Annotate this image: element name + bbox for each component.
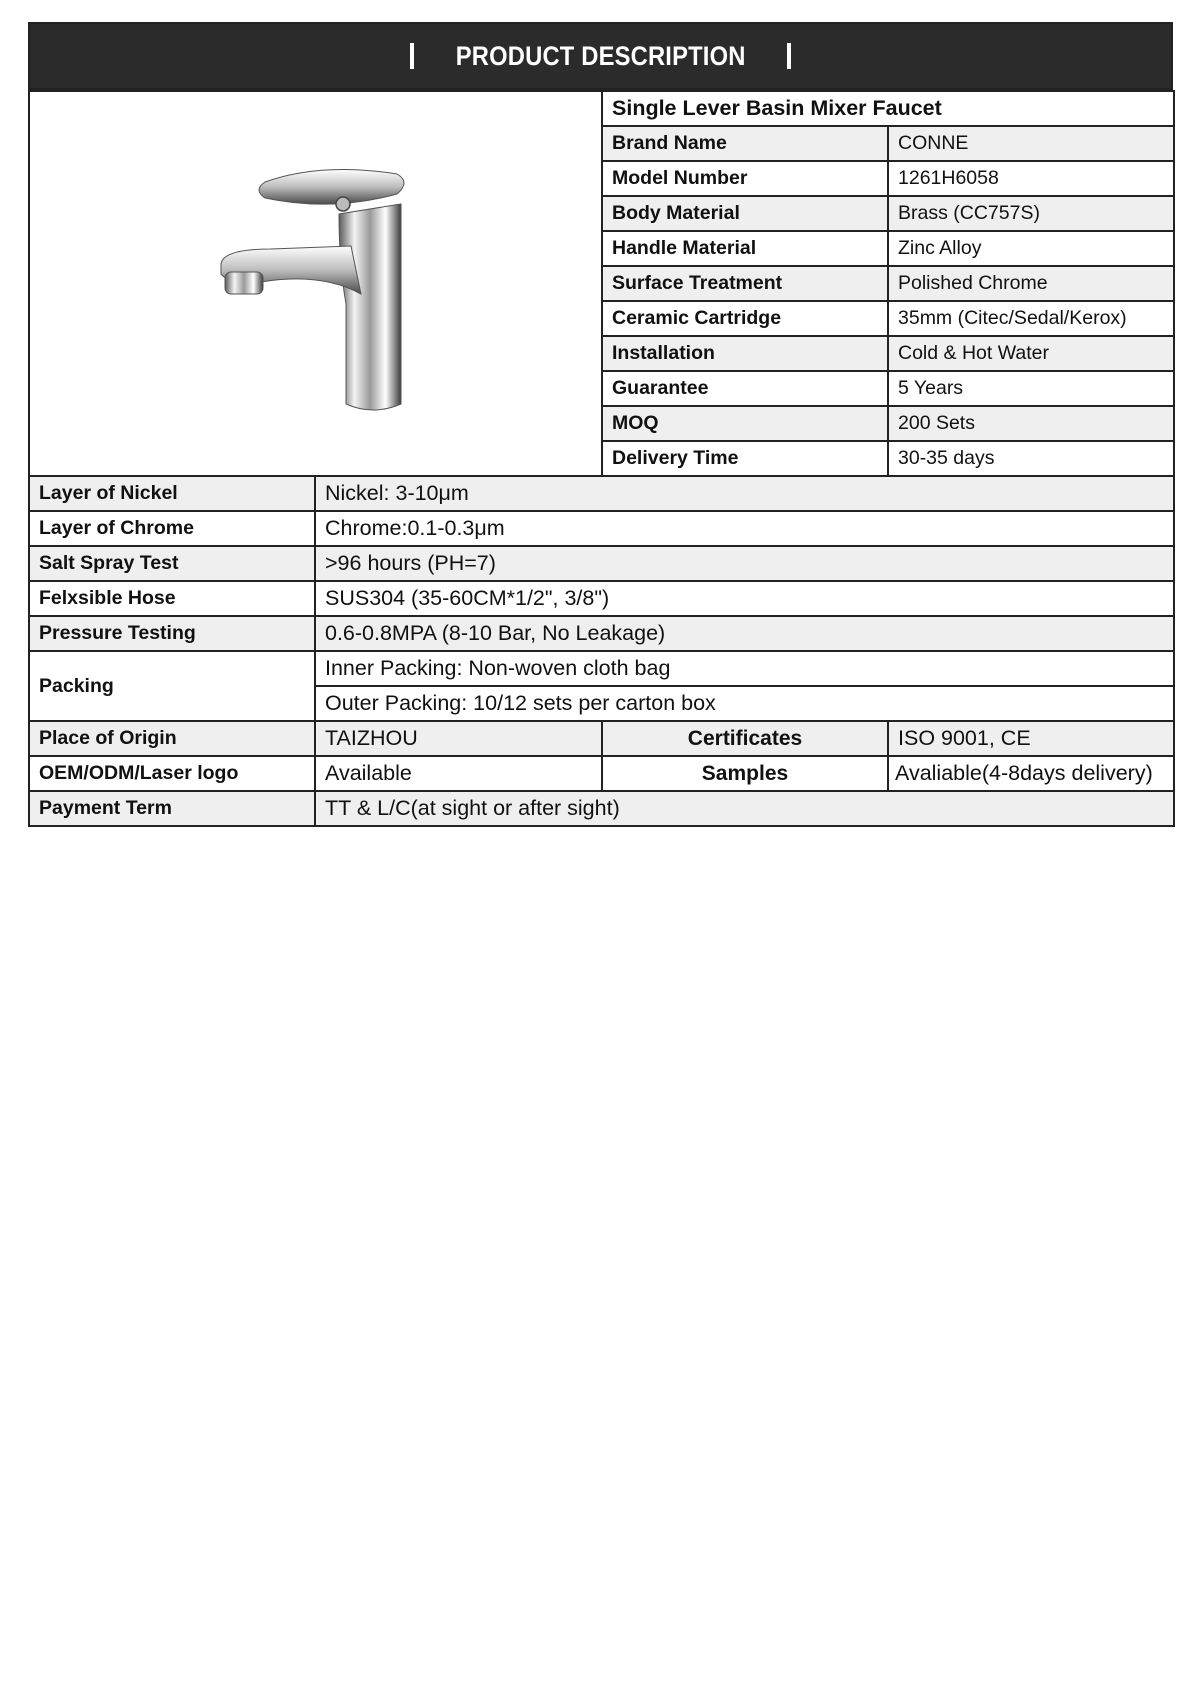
faucet-icon: [201, 154, 431, 414]
spec-value: 200 Sets: [888, 406, 1174, 441]
spec-value: CONNE: [888, 126, 1174, 161]
oem-row: [29, 756, 1174, 791]
spec-label: Brand Name: [602, 126, 888, 161]
spec-value: 5 Years: [888, 371, 1174, 406]
spec-label: Installation: [602, 336, 888, 371]
detail-row: [29, 476, 1174, 511]
packing-inner: Inner Packing: Non-woven cloth bag: [315, 651, 1174, 686]
spec-label: MOQ: [602, 406, 888, 441]
payment-value: TT & L/C(at sight or after sight): [315, 791, 1174, 826]
spec-value: 30-35 days: [888, 441, 1174, 476]
payment-row: [29, 791, 1174, 826]
detail-value: 0.6-0.8MPA (8-10 Bar, No Leakage): [315, 616, 1174, 651]
samples-label: Samples: [602, 756, 888, 791]
oem-value: Available: [315, 756, 602, 791]
spec-label: Body Material: [602, 196, 888, 231]
oem-label: OEM/ODM/Laser logo: [29, 756, 315, 791]
certificates-value: ISO 9001, CE: [888, 721, 1174, 756]
origin-label: Place of Origin: [29, 721, 315, 756]
header-title: PRODUCT DESCRIPTION: [455, 40, 746, 71]
header-bar-left: [410, 43, 414, 69]
spec-value: 35mm (Citec/Sedal/Kerox): [888, 301, 1174, 336]
detail-label: Layer of Chrome: [29, 511, 315, 546]
packing-outer: Outer Packing: 10/12 sets per carton box: [315, 686, 1174, 721]
spec-table: [28, 90, 1175, 827]
detail-value: Nickel: 3-10μm: [315, 476, 1174, 511]
payment-label: Payment Term: [29, 791, 315, 826]
spec-value: 1261H6058: [888, 161, 1174, 196]
samples-value: Avaliable(4-8days delivery): [888, 756, 1174, 791]
detail-row: [29, 511, 1174, 546]
section-header: [28, 22, 1173, 90]
spec-value: Polished Chrome: [888, 266, 1174, 301]
header-bar-right: [787, 43, 791, 69]
origin-value: TAIZHOU: [315, 721, 602, 756]
certificates-label: Certificates: [602, 721, 888, 756]
detail-label: Felxsible Hose: [29, 581, 315, 616]
detail-label: Salt Spray Test: [29, 546, 315, 581]
packing-row: [29, 651, 1174, 686]
detail-row: [29, 581, 1174, 616]
spec-label: Guarantee: [602, 371, 888, 406]
spec-label: Model Number: [602, 161, 888, 196]
detail-label: Pressure Testing: [29, 616, 315, 651]
spec-label: Surface Treatment: [602, 266, 888, 301]
detail-value: SUS304 (35-60CM*1/2", 3/8"): [315, 581, 1174, 616]
product-sheet: [28, 22, 1173, 827]
spec-label: Handle Material: [602, 231, 888, 266]
detail-row: [29, 546, 1174, 581]
spec-value: Brass (CC757S): [888, 196, 1174, 231]
detail-label: Layer of Nickel: [29, 476, 315, 511]
detail-value: Chrome:0.1-0.3μm: [315, 511, 1174, 546]
product-title: Single Lever Basin Mixer Faucet: [602, 91, 1174, 126]
product-image-cell: [29, 91, 602, 476]
origin-row: [29, 721, 1174, 756]
spec-label: Ceramic Cartridge: [602, 301, 888, 336]
spec-label: Delivery Time: [602, 441, 888, 476]
detail-row: [29, 616, 1174, 651]
packing-label: Packing: [29, 651, 315, 721]
spec-value: Zinc Alloy: [888, 231, 1174, 266]
detail-value: >96 hours (PH=7): [315, 546, 1174, 581]
spec-value: Cold & Hot Water: [888, 336, 1174, 371]
